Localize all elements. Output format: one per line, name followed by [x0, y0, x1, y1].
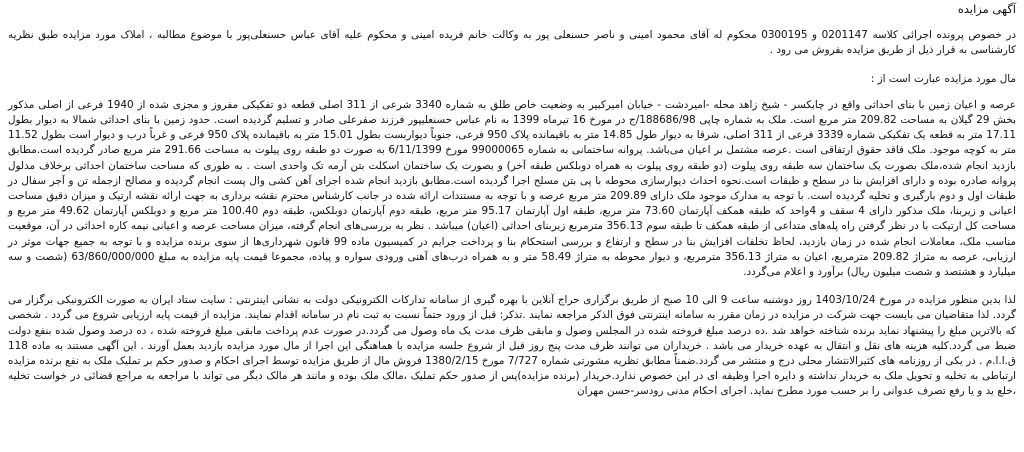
property-description: عرصه و اعیان زمین با بنای احداثی واقع در چابکسر - شیخ زاهد محله -امیردشت - خیابان امیرکبیر به وضعیت خاص طلق به شماره 3340 شرعی از 311 اصلی قطعه دو تفکیکی مفروز و مجزی شده از 1940 فرعی از اصلی مذکور بخش 29 گیلان به مساحت 209.82 متر مربع است. ملک به شماره چاپی 188686/98/ج در مورخ 16 تیرماه 1399 به نام عباس حسنعلیپور فرزند صفرعلی صادر و تسلیم گردیده است. حدود زمین با بنای احداثی شمالا به دیوار بطول 17.11 متر به قطعه یک تفکیکی شماره 3339 فرعی از 311 اصلی، شرقا به دیوار طول 14.85 متر به باقیمانده پلاک 950 فرعی، جنوباً دیواربست بطول 15.01 متر به باقیمانده پلاک 950 فرعی و غرباً درب و دیوار است بطول 11.52 متر به کوچه موجود. ملک فاقد حقوق ارتفاقی است .عرصه مشتمل بر اعیان می‌باشد. پروانه ساختمانی به شماره 99000065 مورخ 6/11/1399 به صورت دو طبقه روی پیلوت به مساحت 291.66 متر مربع صادر گردیده است.مطابق بازدید انجام شده،ملک بصورت یک ساختمان سه طبقه روی پیلوت (دو طبقه روی پیلوت به همراه دوبلکس طبقه آخر) و بصورت یک ساختمان اسکلت بتن آرمه تک واحدی است . به طوری که مساحت ساختمان احداثی برخلاف مدلول پروانه صادره بوده و دارای افزایش بنا در سطح و طبقات است.نحوه احداث دیوارسازی محوطه با پی بتن مسلح اجرا گردیده است.مطابق بازدید انجام شده اجرای آهن کشی وال پست انجام گردیده و مصالح ازجمله تن و آجر سفال در طبقات اول و دوم بارگیری و تخلیه گردیده است. با توجه به مدارک موجود ملک دارای 209.89 متر مربع عرصه و با توجه به مستندات ارائه شده در جانب کارشناس محترم نقشه برداری به جهت ارائه نقشه ارتیک و میزان دقیق مساحت اعیانی و زیربنا، ملک مذکور دارای 4 سقف و 4واحد که طبقه همکف آپارتمان 73.60 متر مربع، طبقه اول آپارتمان 95.17 متر مربع، طبقه دوم آپارتمان دوبلکس، طبقه دوم 100.40 متر مربع و دوبلکس آپارتمان 49.62 متر مربع و مساحت کل ارتیکت با در نظر گرفتن راه پله‌های متداعی از طبقه همکف تا طبقه سوم 356.13 مترمربع زیربنای احداثی (اعیان) میباشد . نظر به بررسی‌های انجام گرفته، میزان مساحت عرصه و اعیانی نیمه کاره احداثی در آن، موقعیت مناسب ملک، معاملات انجام شده در زمان بازدید، لحاظ تخلفات افزایش بنا در سطح و ارتفاع و بررسی استحکام بنا و پرداخت جرایم در کمیسیون ماده 99 قانون شهرداری‌ها از سوی برنده مزایده و با توجه به جمیع جهات موثر در ارزیابی، عرصه به متراژ 209.82 مترمربع، اعیان به متراژ 356.13 مترمربع، و دیوار محوطه به متراژ 58.49 متر و به همراه درب‌های آهنی ورودی سواره و پیاده، مجموعا قیمت پایه مزایده به مبلغ 63/860/000/000 (شصت و سه میلیارد و هشتصد و شصت میلیون ریال) برآورد و اعلام می‌گردد. [8, 98, 1017, 279]
intro-paragraph: در خصوص پرونده اجرائی کلاسه 0201147 و 0300195 محکوم له آقای محمود امینی و ناصر حسنعلی پور به وکالت خانم فریده امینی و محکوم علیه آقای عباس حسنعلی‌پور با موضوع مطالبه ، املاک مورد مزایده طبق نظریه کارشناسی به قرار ذیل از طریق مزایده بفروش می رود . [8, 29, 1016, 57]
auction-terms: لذا بدین منظور مزایده در مورخ 1403/10/24 روز دوشنبه ساعت 9 الی 10 صبح از طریق برگزاری حراج آنلاین با بهره گیری از سامانه تدارکات الکترونیکی دولت به نشانی اینترنتی : سایت ستاد ایران به صورت الکترونیکی برگزار می گردد. لذا متقاضیان می بایست جهت شرکت در مزایده در زمان مقرر به سامانه اینترنتی فوق الذکر مراجعه نمایند .تذکر: قبل از ورود حتماً نسبت به ثبت نام در سامانه اقدام نمایند. مزایده از قیمت پایه ارزیابی شروع می گردد . شخصی که بالاترین مبلغ را پیشنهاد نماید برنده شناخته خواهد شد .ده درصد مبلغ فروخته شده در المجلس وصول و مابقی ظرف مدت یک ماه وصول می گردد.در صورت عدم پرداخت مابقی مبلغ فروخته شده ، ده درصد وصول شده بنفع دولت ضبط می گردد.کلیه هزینه های نقل و انتقال به عهده خریدار می باشد . خریداران می توانند ظرف مدت پنج روز قبل از شروع جلسه مزایده با هماهنگی این اجرا از مال مورد مزایده بازدید بعمل آورند . این آگهی مستند به ماده 118 ق.ا.ا.م . در یکی از روزنامه های کثیرالانتشار محلی درج و منتشر می گردد.ضمناً مطابق نظریه مشورتی شماره 7/727 مورخ 1380/2/15 فروش مال از طریق مزایده توسط اجرای احکام و صدور حکم بر تملیک ملک به نفع برنده مزایده ارتباطی به تخلیه و تحویل ملک به خریدار نداشته و دایره اجرا وظیفه ای در این خصوص ندارد.خریدار (برنده مزایده)پس از صدور حکم تملیک ،مالک ملک بوده و مانند هر مالک دیگر می تواند با مراجعه به مراجع قضائی در خواست تخلیه ،خلع ید و یا رفع تصرف عدوانی را بر حسب مورد مطرح نماید. اجرای احکام مدنی رودسر-حسن مهران [8, 294, 1016, 398]
property-heading: مال مورد مزایده عبارت است از : [870, 72, 1016, 85]
notice-title: آگهی مزایده [957, 2, 1016, 16]
